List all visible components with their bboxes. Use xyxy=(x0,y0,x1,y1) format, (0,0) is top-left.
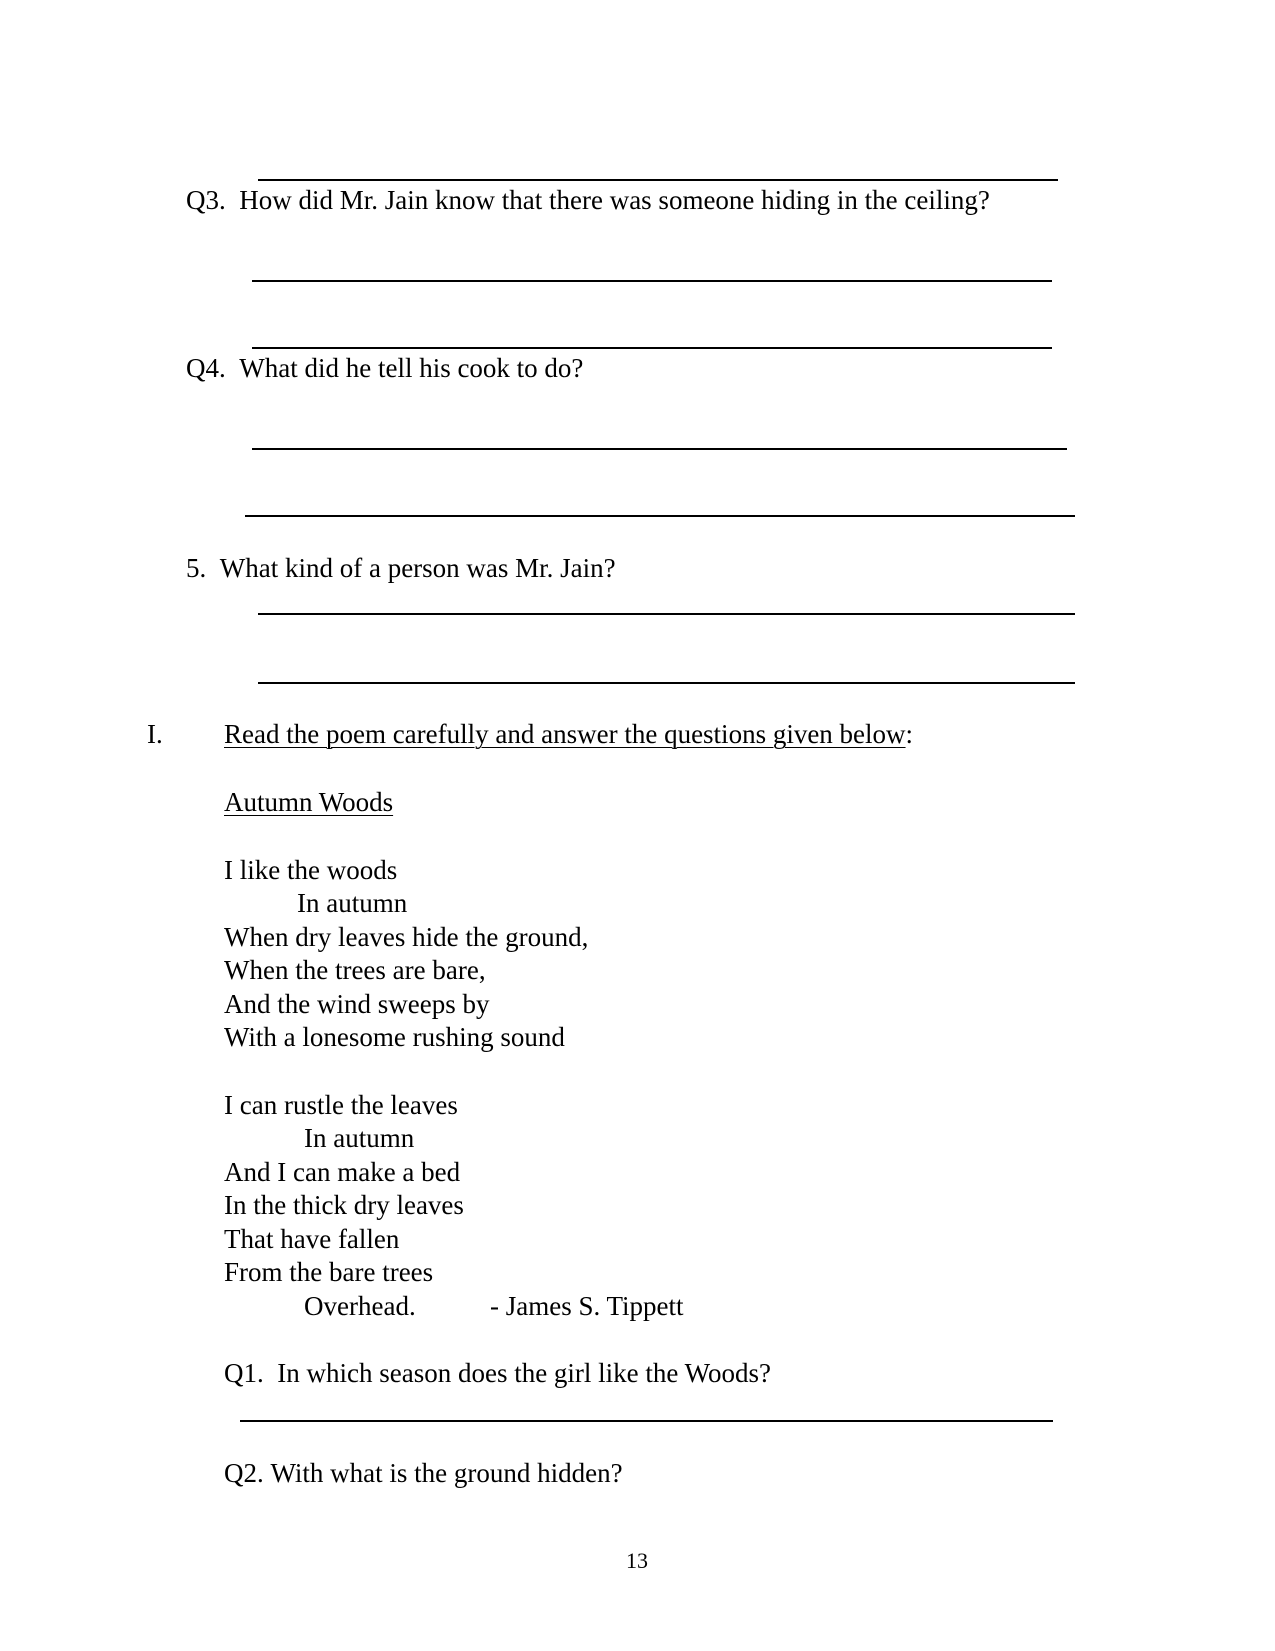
poem-title: Autumn Woods xyxy=(224,787,394,817)
question-text: How did Mr. Jain know that there was someone hiding in the ceiling? xyxy=(239,185,990,215)
poem-line: Overhead. xyxy=(304,1291,416,1321)
poem-line: With a lonesome rushing sound xyxy=(224,1022,565,1052)
poem-line: I like the woods xyxy=(224,855,398,885)
poem-line: When dry leaves hide the ground, xyxy=(224,922,589,952)
instruction-text: Read the poem carefully and answer the questions given below xyxy=(224,719,906,749)
answer-line xyxy=(252,280,1052,282)
question-label: Q4. xyxy=(186,353,226,383)
section-instruction xyxy=(224,717,913,751)
question-label: 5. xyxy=(186,553,207,583)
poem-line: That have fallen xyxy=(224,1224,400,1254)
question-text: What kind of a person was Mr. Jain? xyxy=(219,553,616,583)
poem-author: - James S. Tippett xyxy=(490,1291,684,1321)
poem-line: In autumn xyxy=(297,888,408,918)
poem-line: And the wind sweeps by xyxy=(224,989,490,1019)
question-label: Q2. xyxy=(224,1458,264,1488)
answer-line xyxy=(258,613,1075,615)
question-text: In which season does the girl like the Woods? xyxy=(277,1358,771,1388)
poem-line: I can rustle the leaves xyxy=(224,1090,458,1120)
question-label: Q1. xyxy=(224,1358,264,1388)
answer-line xyxy=(258,179,1058,181)
poem-line: When the trees are bare, xyxy=(224,955,486,985)
poem-line: And I can make a bed xyxy=(224,1157,461,1187)
question-text: With what is the ground hidden? xyxy=(270,1458,623,1488)
page-number: 13 xyxy=(626,1548,648,1573)
question-q1 xyxy=(224,1356,771,1390)
question-label: Q3. xyxy=(186,185,226,215)
poem-line: From the bare trees xyxy=(224,1257,434,1287)
answer-line xyxy=(252,448,1067,450)
answer-line xyxy=(240,1420,1053,1422)
instruction-colon: : xyxy=(905,719,914,749)
poem-line: In the thick dry leaves xyxy=(224,1190,464,1220)
answer-line xyxy=(245,515,1075,517)
answer-line xyxy=(258,682,1075,684)
question-text: What did he tell his cook to do? xyxy=(239,353,584,383)
answer-line xyxy=(252,347,1052,349)
question-q2 xyxy=(224,1456,623,1490)
question-q3 xyxy=(186,183,990,217)
question-q4 xyxy=(186,351,583,385)
poem-line: In autumn xyxy=(304,1123,415,1153)
section-numeral: I. xyxy=(147,719,163,749)
question-q5 xyxy=(186,551,616,585)
